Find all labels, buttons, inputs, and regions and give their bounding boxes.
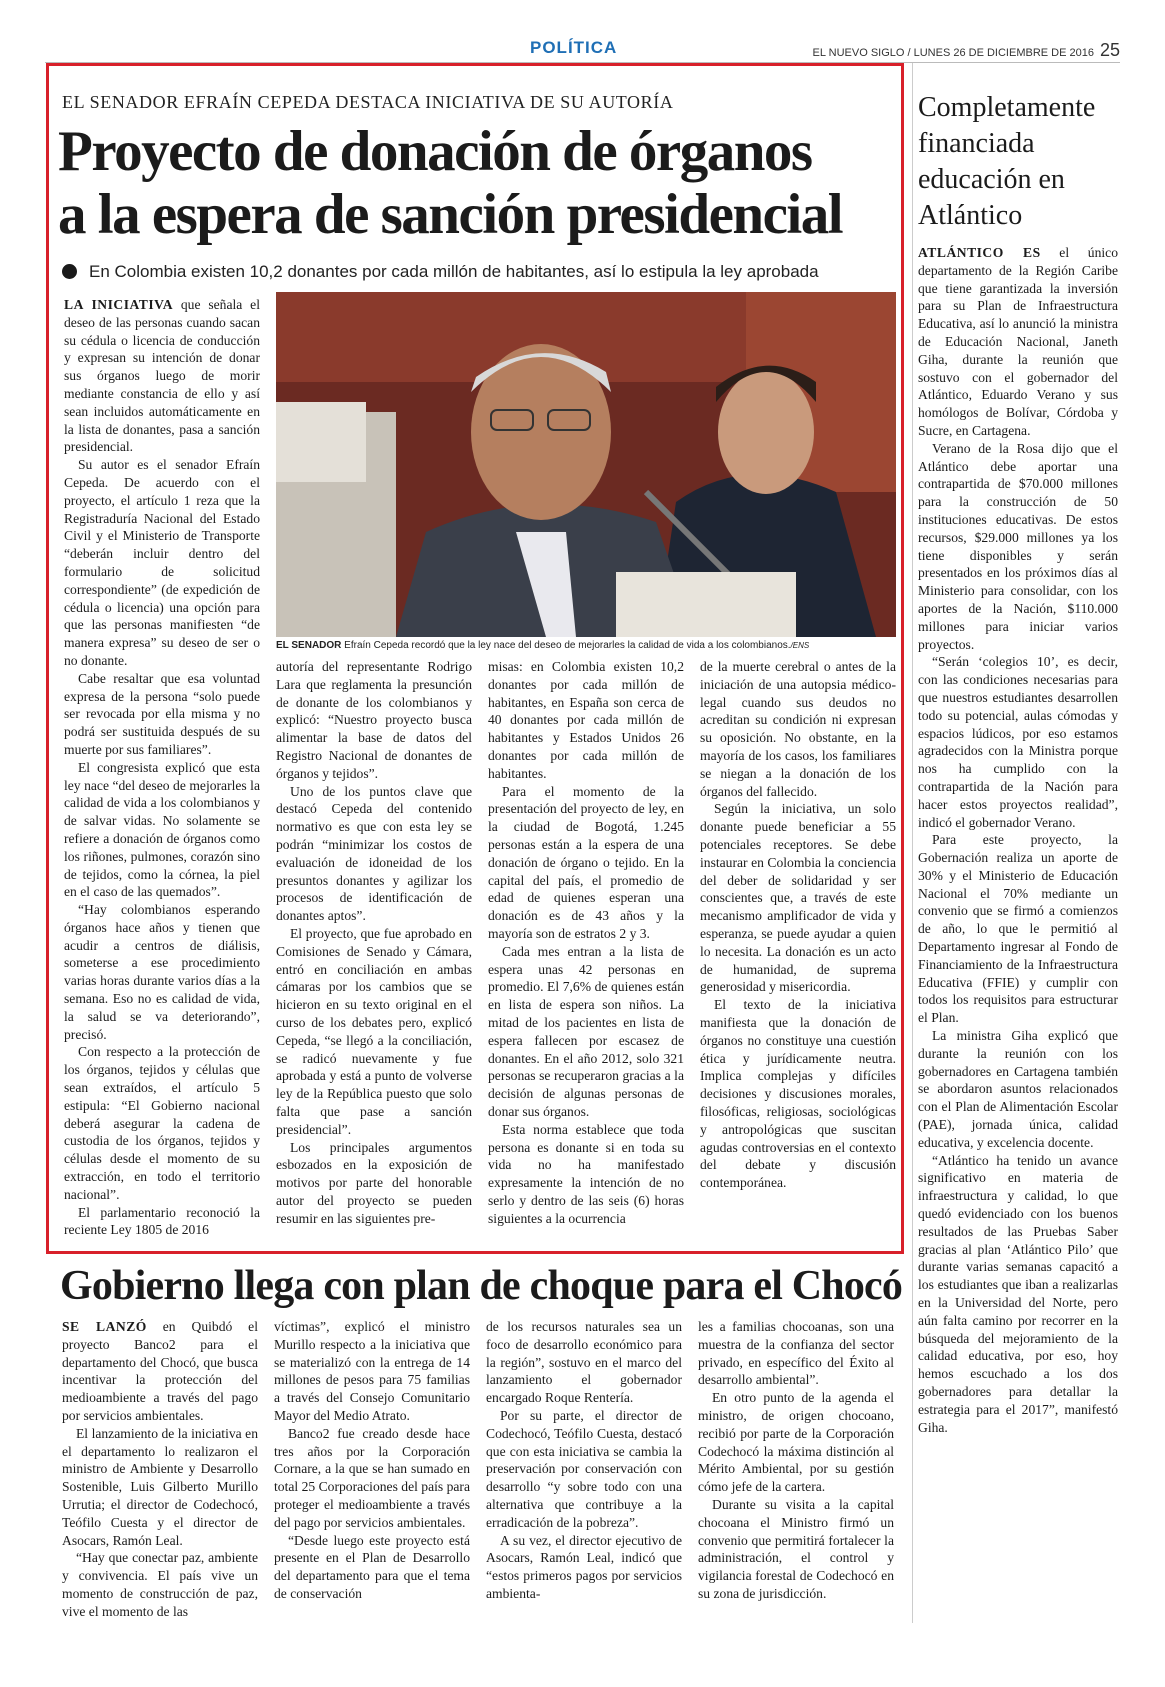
paragraph: Banco2 fue creado desde hace tres años por la Corporación Cornare, a la que se han sumado en total 25 Corporaciones del país para proteger el medioambiente a través del pago por servicios ambientales. bbox=[274, 1425, 470, 1530]
paragraph: misas: en Colombia existen 10,2 donantes por cada millón de habitantes, en España son cerca de 40 donantes por cada millón de habitantes y Estados Unidos 26 donantes por cada millón de habitantes. bbox=[488, 659, 684, 781]
choco-column-1 bbox=[62, 1318, 258, 1621]
paragraph: Su autor es el senador Efraín Cepeda. De acuerdo con el proyecto, el artículo 1 reza que la Registraduría Nacional del Estado Civil y el Ministerio de Transporte “deberán incluir dentro del formulario de solicitud correspondiente” (de expedición de cédula o licencia) una opción para que las personas manifiesten “de manera expresa” su deseo de ser o no donante. bbox=[64, 457, 260, 668]
masthead-text: EL NUEVO SIGLO / LUNES 26 DE DICIEMBRE DE 2016 bbox=[812, 47, 1094, 59]
paragraph: Los principales argumentos esbozados en la exposición de motivos por parte del honorable autor del proyecto se pueden resumir en las siguientes pre- bbox=[276, 1139, 472, 1226]
photo-caption bbox=[276, 640, 896, 651]
caption-text: Efraín Cepeda recordó que la ley nace del deseo de mejorarles la calidad de vida a los colombianos. bbox=[341, 640, 791, 651]
paragraph: de la muerte cerebral o antes de la iniciación de una autopsia médico-legal cuando sus deudos no acreditan su condición ni expresan su oposición. No obstante, en la mayoría de los casos, los familiares se niegan a la donación de los órganos del fallecido. bbox=[700, 659, 896, 799]
paragraph: A su vez, el director ejecutivo de Asocars, Ramón Leal, indicó que “estos primeros pagos por servicios ambienta- bbox=[486, 1532, 682, 1601]
paragraph: En otro punto de la agenda el ministro, de origen chocoano, recibió por parte de la Corporación Codechocó la máxima distinción al Mérito Ambiental, por su gestión cómo jefe de la cartera. bbox=[698, 1390, 894, 1495]
masthead bbox=[813, 40, 1120, 61]
lead-in: SE LANZÓ bbox=[62, 1319, 147, 1334]
paragraph: Por su parte, el director de Codechocó, Teófilo Cuesta, destacó que con esta iniciativa se cambia la preservación por conservación con desarrollo “y sobre todo con una alternativa que contribuye a la erradicación de la pobreza”. bbox=[486, 1407, 682, 1530]
paragraph: “Hay colombianos esperando órganos hace años y tienen que acudir a centros de diálisis, someterse a ese procedimiento varias horas durante varios días a la semana. Eso no es calidad de vida, la salud se va deteriorando”, precisó. bbox=[64, 902, 260, 1042]
article-subhead bbox=[62, 262, 902, 282]
paragraph bbox=[62, 1318, 258, 1425]
paragraph: Para el momento de la presentación del proyecto de ley, en la ciudad de Bogotá, 1.245 personas están a la espera de una donación de órgano o tejido. En la capital del país, el promedio de edad de quienes esperan una donación es de 43 años y la mayoría son de estratos 2 y 3. bbox=[488, 783, 684, 941]
choco-column-2 bbox=[274, 1318, 470, 1603]
paragraph: “Hay que conectar paz, ambiente y convivencia. El país vive un momento de construcción de paz, vive el momento de las bbox=[62, 1550, 258, 1619]
paragraph: El texto de la iniciativa manifiesta que la donación de órganos no constituye una cuestión ética y jurídicamente neutra. Implica complejas y difíciles decisiones y discusiones morales, filosóficas, religiosas, sociológicas y antropológicas que suscitan agudas controversias en el contexto del debate y discusión contemporánea. bbox=[700, 997, 896, 1191]
article-headline bbox=[58, 120, 898, 246]
paragraph: La ministra Giha explicó que durante la reunión con los gobernadores en Cartagena también se abordaron asuntos relacionados con el Plan de Alimentación Escolar (PAE), jornada única, calidad educativa, y excelencia docente. bbox=[918, 1028, 1118, 1150]
paragraph: víctimas”, explicó el ministro Murillo respecto a la iniciativa que se materializó con la entrega de 14 millones de pesos para 75 familias a través del Consejo Comunitario Mayor del Medio Atrato. bbox=[274, 1319, 470, 1423]
paragraph: El lanzamiento de la iniciativa en el departamento lo realizaron el ministro de Ambiente y Desarrollo Sostenible, Luis Gilberto Murillo Urrutia; el director de Codechocó, Teófilo Cuesta y el director de Asocars, Ramón Leal. bbox=[62, 1425, 258, 1548]
lead-in: LA INICIATIVA bbox=[64, 297, 174, 312]
choco-column-4 bbox=[698, 1318, 894, 1603]
sidebar-column bbox=[918, 244, 1118, 1436]
headline-line-1: Proyecto de donación de órganos bbox=[58, 120, 812, 183]
paragraph: de los recursos naturales sea un foco de desarrollo económico para la región”, sostuvo en el marco del lanzamiento el gobernador encargado Roque Rentería. bbox=[486, 1319, 682, 1406]
section-label: POLÍTICA bbox=[530, 38, 618, 57]
paragraph: Durante su visita a la capital chocoana el Ministro firmó un convenio que permitirá fortalecer la administración, el control y vigilancia forestal de Codechocó en su zona de jurisdicción. bbox=[698, 1496, 894, 1601]
sidebar-divider bbox=[912, 63, 913, 1623]
headline-line-2: a la espera de sanción presidencial bbox=[58, 183, 843, 246]
paragraph: les a familias chocoanas, son una muestra de la confianza del sector privado, en específico del Éxito al desarrollo ambiental”. bbox=[698, 1319, 894, 1388]
paragraph: Cabe resaltar que esa voluntad expresa de la persona “solo puede ser revocada por ella misma y no podrá ser sustituida después de su muerte por sus familiares”. bbox=[64, 670, 260, 757]
paragraph: “Serán ‘colegios 10’, es decir, con las condiciones necesarias para que nuestros estudiantes desarrollen todo su potencial, aulas cómodas y espacios lúdicos, por eso estamos agradecidos con la Ministra porque nos ha cumplido con la contrapartida de la Nación para hacer estos proyectos realidad”, indicó el gobernador Verano. bbox=[918, 654, 1118, 830]
article-kicker: EL SENADOR EFRAÍN CEPEDA DESTACA INICIATIVA DE SU AUTORÍA bbox=[62, 92, 674, 112]
paragraph: El proyecto, que fue aprobado en Comisiones de Senado y Cámara, entró en conciliación en ambas cámaras por los cambios que se hicieron en su texto original en el curso de los debates pero, explicó Cepeda, “se llegó a la conciliación, se radicó nuevamente y fue aprobada y está a punto de volverse ley de la República puesto que solo falta que pase a sanción presidencial”. bbox=[276, 925, 472, 1137]
paragraph-text: en Quibdó el proyecto Banco2 para el departamento del Chocó, que busca incentivar la protección del medioambiente a través del pago por servicios ambientales. bbox=[62, 1319, 258, 1423]
paragraph: “Desde luego este proyecto está presente en el Plan de Desarrollo del departamento para que el tema de conservación bbox=[274, 1532, 470, 1601]
paragraph-text: el único departamento de la Región Caribe que tiene garantizada la inversión para su Plan de Infraestructura Educativa, así lo anunció la ministra de Educación Nacional, Janeth Giha, durante la reunión que sostuvo con el gobernador del Atlántico, Eduardo Verano y sus homólogos de Bolívar, Córdoba y Sucre, en Cartagena. bbox=[918, 245, 1118, 438]
paragraph bbox=[918, 244, 1118, 440]
paragraph: Verano de la Rosa dijo que el Atlántico debe aportar una contrapartida de $70.000 millones para la construcción de 50 instituciones educativas. De estos recursos, $29.000 millones ya los tiene disponibles y serán presentados en los próximos días al Ministerio para consolidar, con los aportes de la Nación, $110.000 millones para iniciar varios proyectos. bbox=[918, 440, 1118, 652]
subhead-text: En Colombia existen 10,2 donantes por cada millón de habitantes, así lo estipula la ley aprobada bbox=[89, 262, 819, 281]
lead-in: ATLÁNTICO ES bbox=[918, 245, 1041, 260]
paragraph: El parlamentario reconoció la reciente Ley 1805 de 2016 bbox=[64, 1204, 260, 1238]
photo-credit: /ENS bbox=[790, 641, 810, 650]
paragraph: autoría del representante Rodrigo Lara que reglamenta la presunción de donante de los colombianos y explicó: “Nuestro proyecto busca alimentar la base de datos del Registro Nacional de donantes de órganos y tejidos”. bbox=[276, 659, 472, 781]
sidebar-title: Completamente financiada educación en Atlántico bbox=[918, 92, 1096, 231]
article-column-1 bbox=[64, 296, 260, 1239]
paragraph: “Atlántico ha tenido un avance significativo en materia de infraestructura y calidad, lo que quedó evidenciado con los buenos resultados de las Pruebas Saber gracias al plan ‘Atlántico Pilo’ que durante varias semanas capacitó a los estudiantes que iban a realizarlas en la Universidad del Norte, pero aún falta camino por recorrer en la búsqueda del mejoramiento de la calidad educativa, por eso, hoy hemos escuchado a los dos gobernadores para detallar la estrategia para el 2017”, manifestó Giha. bbox=[918, 1152, 1118, 1435]
article-column-3 bbox=[488, 658, 684, 1228]
choco-headline: Gobierno llega con plan de choque para el Chocó bbox=[60, 1263, 903, 1309]
paragraph: Cada mes entran a la lista de espera unas 42 personas en promedio. El 7,6% de quienes están en lista de espera son niños. La mitad de los pacientes en lista de espera fallecen por escasez de donantes. En el año 2012, solo 321 personas se recuperaron gracias a la decisión de algunas personas de donar sus órganos. bbox=[488, 943, 684, 1119]
paragraph: El congresista explicó que esta ley nace “del deseo de mejorarles la calidad de vida a los colombianos y de salvar vidas. No solamente se refiere a donación de órganos como los riñones, pulmones, corazón sino de tejidos, como la córnea, la piel en el caso de las quemados”. bbox=[64, 759, 260, 900]
caption-lead: EL SENADOR bbox=[276, 640, 342, 651]
bullet-icon bbox=[62, 264, 77, 279]
paragraph-text: que señala el deseo de las personas cuando sacan su cédula o licencia de conducción y expresan su intención de donar sus órganos luego de morir mediante constancia de ello y así sean incluidos automáticamente en la lista de donantes, pasa a sanción presidencial. bbox=[64, 297, 260, 455]
paragraph: Uno de los puntos clave que destacó Cepeda del contenido normativo es que con esta ley se podrán “minimizar los costos de evaluación de idoneidad de los presuntos donantes y agilizar los procesos de identificación de donantes aptos”. bbox=[276, 783, 472, 924]
paragraph: Con respecto a la protección de los órganos, tejidos y células que sean extraídos, el artículo 5 estipula: “El Gobierno nacional deberá asegurar la cadena de custodia de los órganos, tejidos y células desde el momento de su extracción, en todo el territorio nacional”. bbox=[64, 1044, 260, 1202]
article-column-2 bbox=[276, 658, 472, 1228]
paragraph bbox=[64, 296, 260, 456]
page-number: 25 bbox=[1099, 40, 1120, 60]
article-photo bbox=[276, 292, 896, 637]
article-column-4 bbox=[700, 658, 896, 1192]
photo-illustration bbox=[276, 292, 896, 637]
paragraph: Para este proyecto, la Gobernación realiza un aporte de 30% y el Ministerio de Educación Nacional el 70% mediante un convenio que se firmó a comienzos de año, lo que le permitió al Departamento ingresar al Fondo de Financiamiento de la Infraestructura Educativa (FFIE) y cumplir con todos los requisitos para estructurar el Plan. bbox=[918, 832, 1118, 1026]
choco-column-3 bbox=[486, 1318, 682, 1603]
paragraph: Esta norma establece que toda persona es donante si en toda su vida no ha manifestado expresamente la intención de no serlo y dentro de las seis (6) horas siguientes a la ocurrencia bbox=[488, 1121, 684, 1226]
paragraph: Según la iniciativa, un solo donante puede beneficiar a 55 potenciales receptores. Se debe instaurar en Colombia la conciencia del deber de solidaridad y ser conscientes que, a través de este mecanismo amplificador de vida y esperanza, se puede ayudar a quien lo necesita. La donación es un acto de humanidad, de suprema generosidad y misericordia. bbox=[700, 801, 896, 995]
